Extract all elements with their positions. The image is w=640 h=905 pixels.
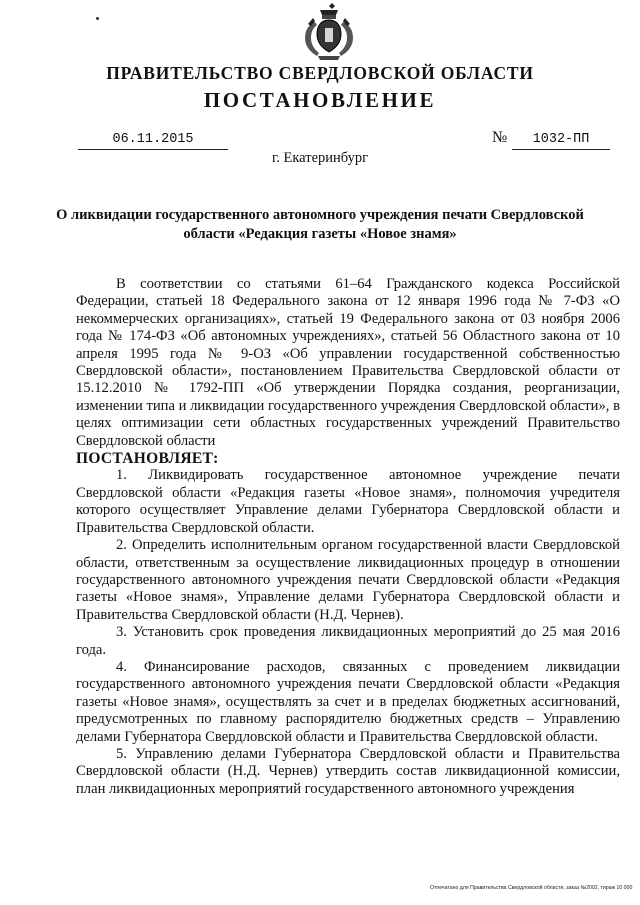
list-item: 4. Финансирование расходов, связанных с проведением ликвидации государственного автономного учреждения печати Свердловской области «Редакция газеты «Новое знамя», осуществлять за счет и в пределах бюджетных ассигнований, предусмотренных по главному распорядителю бюджетных средств – Управлению делами Губернатора Свердловской области и Правительства Свердловской области. (76, 658, 620, 745)
list-item: 3. Установить срок проведения ликвидационных мероприятий до 25 мая 2016 года. (76, 624, 620, 658)
print-footer-note: Отпечатано для Правительства Свердловской области, заказ №2002, тираж 10 000 (430, 885, 633, 891)
list-item: 1. Ликвидировать государственное автономное учреждение печати Свердловской области «Редакция газеты «Новое знамя», полномочия учредителя которого осуществляет Управление делами Губернатора Свердловской области и Правительства Свердловской области. (76, 467, 620, 536)
decree-word: ПОСТАНОВЛЯЕТ: (76, 450, 219, 468)
coat-of-arms-icon (298, 2, 360, 62)
document-type: ПОСТАНОВЛЕНИЕ (203, 88, 437, 112)
document-date: 06.11.2015 (78, 132, 228, 150)
number-label: № (492, 129, 508, 146)
city: г. Екатеринбург (271, 150, 369, 166)
document-number: 1032-ПП (512, 132, 610, 150)
preamble-paragraph: В соответствии со статьями 61–64 Гражданского кодекса Российской Федерации, статьей 18 Федерального закона от 12 января 1996 года № 7-ФЗ «О некоммерческих организациях», статьей 19 Федерального закона от 03 ноября 2006 года № 174-ФЗ «Об автономных учреждениях», статьей 56 Областного закона от 10 апреля 1995 года № 9-ОЗ «Об управлении государственной собственностью Свердловской области», постановлением Правительства Свердловской области от 15.12.2010 № 1792-ПП «Об утверждении Порядка создания, реорганизации, изменении типа и ликвидации государственного учреждения Свердловской области», в целях оптимизации сети областных государственных учреждений Правительство Свердловской области (76, 276, 620, 449)
organization-name: ПРАВИТЕЛЬСТВО СВЕРДЛОВСКОЙ ОБЛАСТИ (106, 63, 534, 83)
list-item: 5. Управлению делами Губернатора Свердловской области и Правительства Свердловской области (Н.Д. Чернев) утвердить состав ликвидационной комиссии, план ликвидационных мероприятий государственного автономного учреждения (76, 745, 620, 797)
scan-speck (96, 17, 99, 20)
document-body (76, 276, 620, 798)
list-item: 2. Определить исполнительным органом государственной власти Свердловской области, ответственным за осуществление ликвидационных процедур в отношении государственного автономного учреждения печати Свердловской области «Редакция газеты «Новое знамя», Управление делами Губернатора Свердловской области и Правительства Свердловской области (Н.Д. Чернев). (76, 537, 620, 623)
document-title: О ликвидации государственного автономного учреждения печати Свердловской области «Редакция газеты «Новое знамя» (56, 207, 584, 242)
